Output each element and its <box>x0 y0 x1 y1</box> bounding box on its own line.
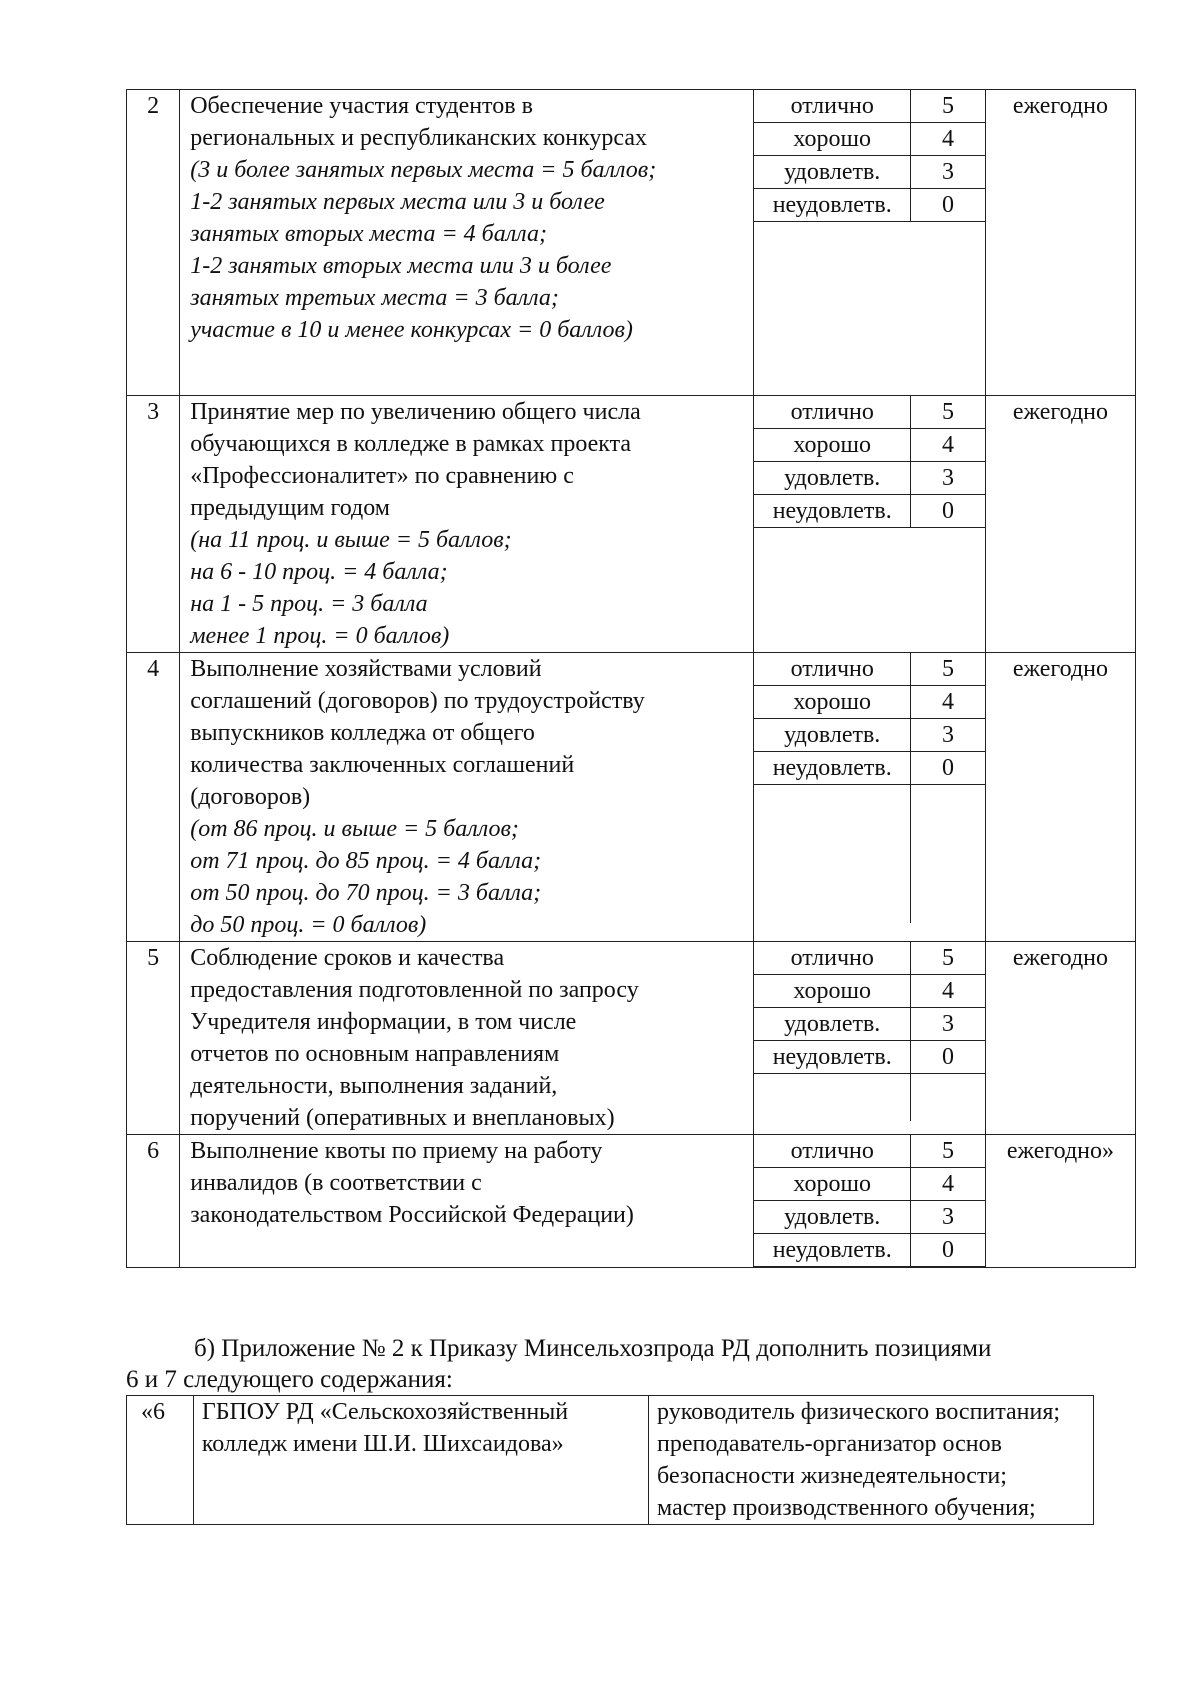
scoring-condition-line: от 71 проц. до 85 проц. = 4 балла; <box>190 848 542 874</box>
grade-row <box>754 1201 985 1234</box>
amendment-paragraph <box>126 1333 1136 1395</box>
grade-scale <box>754 90 986 396</box>
paragraph-line-2: 6 и 7 следующего содержания: <box>126 1366 453 1393</box>
grade-score: 3 <box>911 1201 985 1234</box>
criteria-table <box>126 89 1136 1268</box>
grade-row <box>754 686 985 719</box>
grade-score: 0 <box>911 189 985 222</box>
grade-filler-cell <box>911 1074 985 1122</box>
grade-row <box>754 752 985 785</box>
grade-row <box>754 495 985 528</box>
table-row <box>127 653 1136 942</box>
grade-filler-cell <box>754 1267 910 1268</box>
grade-filler-row <box>754 1267 985 1268</box>
criterion-text-line: выпускников колледжа от общего <box>190 720 535 746</box>
grade-scale-table <box>754 396 985 634</box>
table-row <box>127 1135 1136 1268</box>
grade-scale-table <box>754 90 985 394</box>
table-row <box>127 1396 1094 1525</box>
grade-row <box>754 1234 985 1267</box>
positions-table <box>126 1395 1094 1525</box>
frequency-cell: ежегодно» <box>985 1135 1135 1268</box>
table-row <box>127 90 1136 396</box>
frequency-cell: ежегодно <box>985 90 1135 396</box>
scoring-condition-line: (3 и более занятых первых места = 5 баллов; <box>190 157 657 183</box>
grade-row <box>754 719 985 752</box>
criterion-text-line: отчетов по основным направлениям <box>190 1041 560 1067</box>
table-row <box>127 942 1136 1135</box>
frequency-cell: ежегодно <box>985 942 1135 1135</box>
criterion-text-line: деятельности, выполнения заданий, <box>190 1073 558 1099</box>
grade-row <box>754 942 985 975</box>
grade-score: 3 <box>911 719 985 752</box>
grade-row <box>754 156 985 189</box>
criterion-text-line: Принятие мер по увеличению общего числа <box>190 399 641 425</box>
grade-filler-cell <box>911 222 985 395</box>
grade-score: 0 <box>911 752 985 785</box>
grade-label: отлично <box>754 396 910 429</box>
grade-filler-row <box>754 222 985 395</box>
criterion-text-line: региональных и республиканских конкурсах <box>190 125 647 151</box>
grade-label: отлично <box>754 90 910 123</box>
criterion-text-line: обучающихся в колледже в рамках проекта <box>190 431 632 457</box>
grade-score: 5 <box>911 90 985 123</box>
grade-score: 0 <box>911 495 985 528</box>
grade-label: удовлетв. <box>754 719 910 752</box>
criterion-text-line: Учредителя информации, в том числе <box>190 1009 577 1035</box>
criterion-description <box>180 653 754 942</box>
scoring-condition-line: 1-2 занятых вторых места или 3 и более <box>190 253 612 279</box>
criterion-number: 3 <box>127 396 180 653</box>
criterion-number: 5 <box>127 942 180 1135</box>
grade-scale <box>754 396 986 653</box>
criterion-number: 2 <box>127 90 180 396</box>
criterion-description <box>180 942 754 1135</box>
grade-score: 4 <box>911 975 985 1008</box>
grade-filler-cell <box>754 222 910 395</box>
grade-filler-cell <box>911 785 985 924</box>
criterion-text-line: (договоров) <box>190 784 311 810</box>
grade-score: 4 <box>911 123 985 156</box>
grade-label: удовлетв. <box>754 156 910 189</box>
grade-score: 5 <box>911 653 985 686</box>
grade-score: 4 <box>911 686 985 719</box>
grade-label: хорошо <box>754 429 910 462</box>
grade-score: 4 <box>911 1168 985 1201</box>
grade-row <box>754 653 985 686</box>
position-number: «6 <box>127 1396 194 1525</box>
frequency-cell: ежегодно <box>985 396 1135 653</box>
grade-filler-row <box>754 785 985 924</box>
grade-score: 3 <box>911 156 985 189</box>
table-row <box>127 396 1136 653</box>
grade-scale-table <box>754 942 985 1121</box>
criterion-text-line: количества заключенных соглашений <box>190 752 575 778</box>
grade-row <box>754 90 985 123</box>
grade-score: 5 <box>911 396 985 429</box>
grade-label: хорошо <box>754 123 910 156</box>
grade-row <box>754 1168 985 1201</box>
grade-label: хорошо <box>754 686 910 719</box>
paragraph-line-1: б) Приложение № 2 к Приказу Минсельхозпрода РД дополнить позициями <box>194 1335 992 1362</box>
grade-filler-cell <box>911 1267 985 1268</box>
criterion-number: 4 <box>127 653 180 942</box>
grade-row <box>754 189 985 222</box>
grade-row <box>754 396 985 429</box>
criterion-description <box>180 1135 754 1268</box>
scoring-condition-line: занятых третьих места = 3 балла; <box>190 285 559 311</box>
criterion-text-line: поручений (оперативных и внеплановых) <box>190 1105 615 1131</box>
grade-row <box>754 462 985 495</box>
grade-score: 5 <box>911 942 985 975</box>
criterion-text-line: Соблюдение сроков и качества <box>190 945 505 971</box>
grade-label: неудовлетв. <box>754 1234 910 1267</box>
criterion-text-line: Обеспечение участия студентов в <box>190 93 533 119</box>
scoring-condition-line: (на 11 проц. и выше = 5 баллов; <box>190 527 512 553</box>
grade-label: удовлетв. <box>754 1201 910 1234</box>
grade-scale <box>754 653 986 942</box>
grade-scale <box>754 942 986 1135</box>
criterion-text-line: предоставления подготовленной по запросу <box>190 977 639 1003</box>
grade-label: отлично <box>754 1135 910 1168</box>
grade-score: 3 <box>911 1008 985 1041</box>
scoring-condition-line: 1-2 занятых первых места или 3 и более <box>190 189 605 215</box>
position-item: руководитель физического воспитания; <box>657 1399 1061 1425</box>
grade-filler-row <box>754 1074 985 1122</box>
criterion-text-line: законодательством Российской Федерации) <box>190 1202 634 1228</box>
criterion-text-line: Выполнение квоты по приему на работу <box>190 1138 603 1164</box>
grade-scale-table <box>754 1135 985 1267</box>
criterion-number: 6 <box>127 1135 180 1268</box>
grade-score: 5 <box>911 1135 985 1168</box>
scoring-condition-line: от 50 проц. до 70 проц. = 3 балла; <box>190 880 542 906</box>
criterion-text-line: Выполнение хозяйствами условий <box>190 656 542 682</box>
grade-score: 0 <box>911 1041 985 1074</box>
criterion-description <box>180 396 754 653</box>
organization-name: ГБПОУ РД «Сельскохозяйственный колледж имени Ш.И. Шихсаидова» <box>193 1396 648 1525</box>
grade-score: 3 <box>911 462 985 495</box>
grade-row <box>754 975 985 1008</box>
frequency-cell: ежегодно <box>985 653 1135 942</box>
grade-filler-row <box>754 528 985 635</box>
criterion-description <box>180 90 754 396</box>
scoring-condition-line: менее 1 проц. = 0 баллов) <box>190 623 450 649</box>
grade-label: неудовлетв. <box>754 189 910 222</box>
grade-label: хорошо <box>754 975 910 1008</box>
positions-list <box>649 1396 1094 1525</box>
grade-filler-cell <box>754 1074 910 1122</box>
scoring-condition-line: на 6 - 10 проц. = 4 балла; <box>190 559 448 585</box>
grade-filler-cell <box>754 785 910 924</box>
grade-row <box>754 1041 985 1074</box>
scoring-condition-line: участие в 10 и менее конкурсах = 0 баллов) <box>190 317 633 343</box>
scoring-condition-line: на 1 - 5 проц. = 3 балла <box>190 591 428 617</box>
grade-filler-cell <box>911 528 985 635</box>
grade-label: отлично <box>754 653 910 686</box>
scoring-condition-line: до 50 проц. = 0 баллов) <box>190 912 427 938</box>
grade-label: отлично <box>754 942 910 975</box>
position-item: преподаватель-организатор основ безопасности жизнедеятельности; <box>657 1431 1007 1489</box>
criterion-text-line: соглашений (договоров) по трудоустройству <box>190 688 645 714</box>
grade-label: неудовлетв. <box>754 495 910 528</box>
grade-filler-cell <box>754 528 910 635</box>
criterion-text-line: инвалидов (в соответствии с <box>190 1170 482 1196</box>
grade-scale-table <box>754 653 985 923</box>
grade-label: удовлетв. <box>754 1008 910 1041</box>
criterion-text-line: «Профессионалитет» по сравнению с <box>190 463 574 489</box>
grade-label: хорошо <box>754 1168 910 1201</box>
grade-scale <box>754 1135 986 1268</box>
grade-row <box>754 1008 985 1041</box>
grade-row <box>754 1135 985 1168</box>
criterion-text-line: предыдущим годом <box>190 495 390 521</box>
grade-label: удовлетв. <box>754 462 910 495</box>
grade-row <box>754 429 985 462</box>
grade-label: неудовлетв. <box>754 1041 910 1074</box>
grade-score: 4 <box>911 429 985 462</box>
grade-score: 0 <box>911 1234 985 1267</box>
position-item: мастер производственного обучения; <box>657 1495 1036 1521</box>
grade-row <box>754 123 985 156</box>
scoring-condition-line: занятых вторых места = 4 балла; <box>190 221 547 247</box>
scoring-condition-line: (от 86 проц. и выше = 5 баллов; <box>190 816 519 842</box>
grade-label: неудовлетв. <box>754 752 910 785</box>
